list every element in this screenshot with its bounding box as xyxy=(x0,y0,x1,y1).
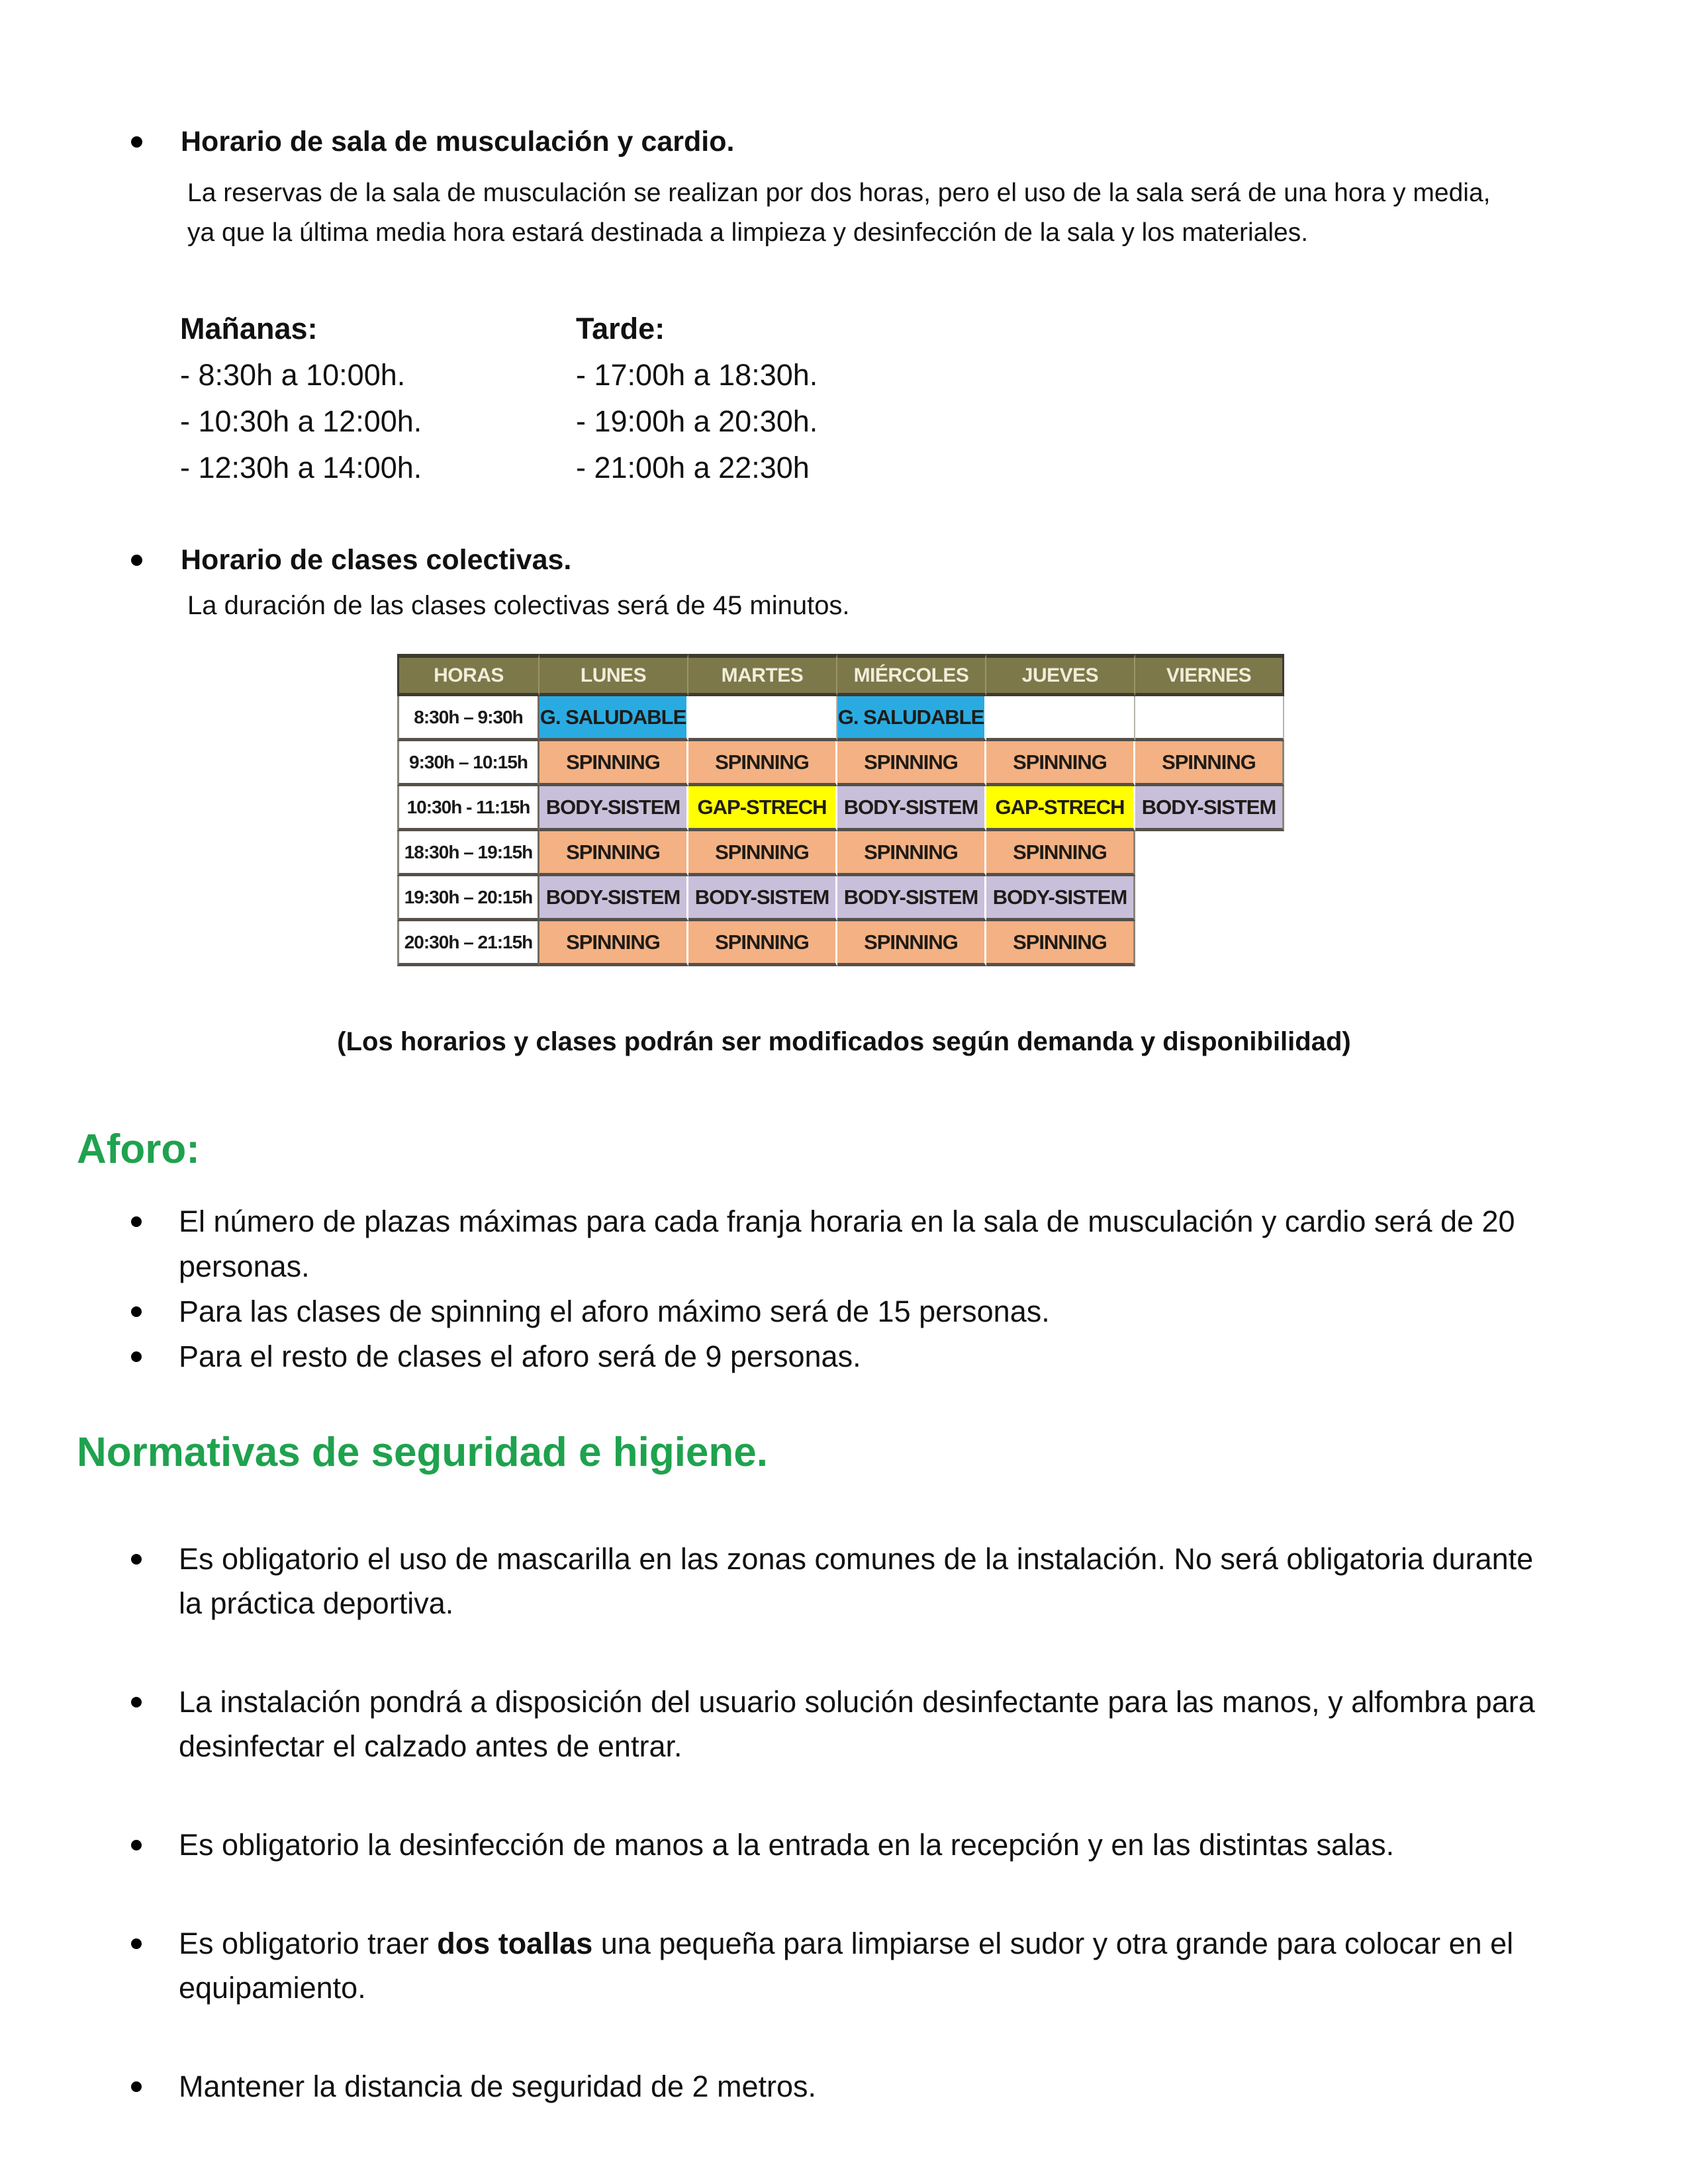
table-header-viernes: VIERNES xyxy=(1135,654,1284,696)
normativas-heading: Normativas de seguridad e higiene. xyxy=(77,1430,768,1475)
bullet-dot-icon xyxy=(131,1840,142,1850)
bullet-dot-icon xyxy=(131,1351,142,1362)
time-cell: 8:30h – 9:30h xyxy=(397,696,539,741)
class-cell: BODY-SISTEM xyxy=(837,876,986,921)
table-header-lunes: LUNES xyxy=(539,654,688,696)
class-cell: SPINNING xyxy=(539,831,688,876)
morning-slot: - 12:30h a 14:00h. xyxy=(180,451,422,484)
afternoon-schedule-list xyxy=(576,306,986,491)
afternoon-slot: - 19:00h a 20:30h. xyxy=(576,404,818,438)
class-schedule-table xyxy=(397,654,1284,966)
bullet-dot-icon xyxy=(131,1938,142,1949)
list-item xyxy=(131,1823,1548,1867)
class-cell xyxy=(1135,876,1284,921)
class-cell: G. SALUDABLE xyxy=(539,696,688,741)
musculacion-paragraph: La reservas de la sala de musculación se realizan por dos horas, pero el uso de la sala será de una hora y media, ya que la última media hora estará destinada a limpieza y desinfección de la sala y los materiales. xyxy=(187,179,1491,247)
morning-schedule-list xyxy=(180,306,551,491)
bullet-dot-icon xyxy=(131,2081,142,2092)
bullet-dot-icon xyxy=(131,1216,142,1227)
section-heading-text: Horario de clases colectivas. xyxy=(181,544,572,576)
class-cell xyxy=(1135,921,1284,966)
table-header-miercoles: MIÉRCOLES xyxy=(837,654,986,696)
class-cell: SPINNING xyxy=(837,741,986,786)
normativas-bullet-list xyxy=(131,1537,1548,2163)
bullet-dot-icon xyxy=(131,1306,142,1317)
class-cell: BODY-SISTEM xyxy=(986,876,1135,921)
class-cell: SPINNING xyxy=(837,831,986,876)
class-cell: BODY-SISTEM xyxy=(539,786,688,831)
list-item xyxy=(131,1334,1548,1379)
list-item xyxy=(131,2064,1548,2109)
list-item xyxy=(131,1199,1548,1289)
list-item-text: Para las clases de spinning el aforo máximo será de 15 personas. xyxy=(179,1295,1050,1328)
list-item xyxy=(131,1289,1548,1334)
class-cell xyxy=(688,696,837,741)
time-cell: 20:30h – 21:15h xyxy=(397,921,539,966)
afternoon-slot: - 21:00h a 22:30h xyxy=(576,451,810,484)
class-cell: SPINNING xyxy=(986,741,1135,786)
afternoon-title: Tarde: xyxy=(576,312,665,345)
list-item-text: Es obligatorio el uso de mascarilla en las zonas comunes de la instalación. No será obligatoria durante la práctica deportiva. xyxy=(179,1542,1534,1620)
class-cell: SPINNING xyxy=(688,831,837,876)
afternoon-slot: - 17:00h a 18:30h. xyxy=(576,358,818,392)
list-item-text xyxy=(179,1921,1536,2010)
morning-slot: - 8:30h a 10:00h. xyxy=(180,358,406,392)
list-item-text-bold: dos toallas xyxy=(437,1927,593,1960)
class-cell: SPINNING xyxy=(539,921,688,966)
class-cell: BODY-SISTEM xyxy=(688,876,837,921)
bullet-dot-icon xyxy=(131,1697,142,1707)
class-cell: SPINNING xyxy=(1135,741,1284,786)
section-heading-clases xyxy=(131,541,571,578)
list-item-text-post: una pequeña para limpiarse el sudor y otra grande para colocar en el equipamiento. xyxy=(179,1927,1514,2005)
class-cell: SPINNING xyxy=(688,921,837,966)
bullet-dot-icon xyxy=(131,1554,142,1565)
bullet-dot-icon xyxy=(131,555,142,566)
class-cell xyxy=(1135,696,1284,741)
list-item xyxy=(131,1921,1548,2010)
schedule-caption: (Los horarios y clases podrán ser modificados según demanda y disponibilidad) xyxy=(337,1027,1351,1056)
class-cell: SPINNING xyxy=(986,831,1135,876)
section-heading-musculacion xyxy=(131,123,734,160)
time-cell: 18:30h – 19:15h xyxy=(397,831,539,876)
time-cell: 9:30h – 10:15h xyxy=(397,741,539,786)
time-cell: 19:30h – 20:15h xyxy=(397,876,539,921)
morning-title: Mañanas: xyxy=(180,312,318,345)
list-item-text-pre: Es obligatorio traer xyxy=(179,1927,438,1960)
list-item-text: Para el resto de clases el aforo será de 9 personas. xyxy=(179,1340,861,1373)
table-header-martes: MARTES xyxy=(688,654,837,696)
list-item-text: Es obligatorio la desinfección de manos a la entrada en la recepción y en las distintas salas. xyxy=(179,1828,1395,1862)
list-item xyxy=(131,1680,1548,1768)
list-item xyxy=(131,1537,1548,1625)
class-cell xyxy=(986,696,1135,741)
table-header-jueves: JUEVES xyxy=(986,654,1135,696)
class-cell: SPINNING xyxy=(688,741,837,786)
aforo-bullet-list xyxy=(131,1199,1548,1379)
class-cell: BODY-SISTEM xyxy=(837,786,986,831)
class-cell: SPINNING xyxy=(837,921,986,966)
bullet-dot-icon xyxy=(131,136,142,148)
class-cell: GAP-STRECH xyxy=(688,786,837,831)
section-heading-text: Horario de sala de musculación y cardio. xyxy=(181,126,735,158)
list-item-text: El número de plazas máximas para cada franja horaria en la sala de musculación y cardio será de 20 personas. xyxy=(179,1205,1515,1283)
class-cell: G. SALUDABLE xyxy=(837,696,986,741)
list-item-text: La instalación pondrá a disposición del usuario solución desinfectante para las manos, y alfombra para desinfectar el calzado antes de entrar. xyxy=(179,1685,1535,1763)
time-cell: 10:30h - 11:15h xyxy=(397,786,539,831)
morning-slot: - 10:30h a 12:00h. xyxy=(180,404,422,438)
class-cell: BODY-SISTEM xyxy=(1135,786,1284,831)
class-cell xyxy=(1135,831,1284,876)
class-cell: SPINNING xyxy=(986,921,1135,966)
class-cell: GAP-STRECH xyxy=(986,786,1135,831)
clases-paragraph: La duración de las clases colectivas será de 45 minutos. xyxy=(187,591,850,620)
list-item-text: Mantener la distancia de seguridad de 2 metros. xyxy=(179,2070,817,2103)
table-header-horas: HORAS xyxy=(397,654,539,696)
class-cell: BODY-SISTEM xyxy=(539,876,688,921)
class-cell: SPINNING xyxy=(539,741,688,786)
aforo-heading: Aforo: xyxy=(77,1126,200,1172)
